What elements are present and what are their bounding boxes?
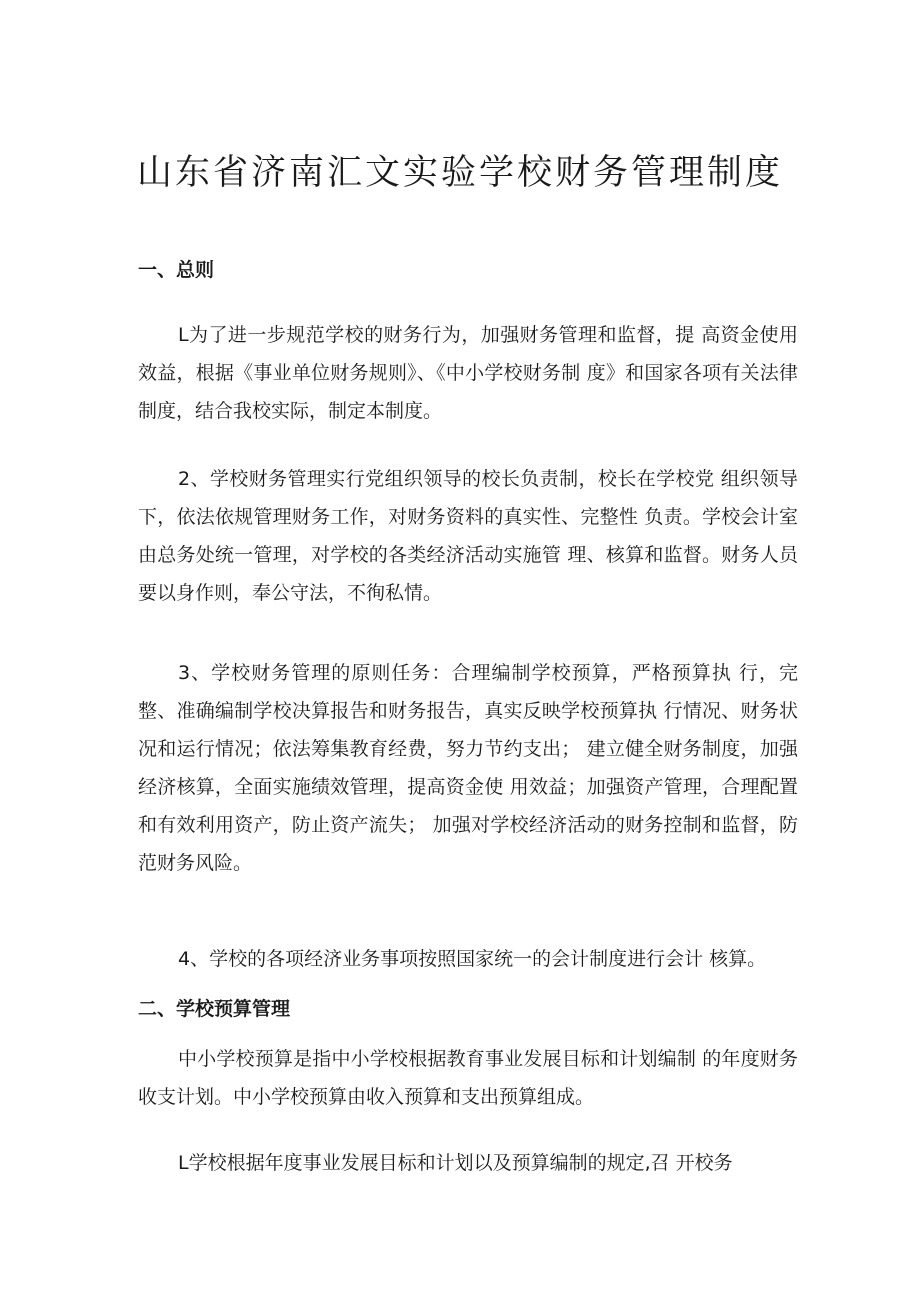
paragraph-1: L为了进一步规范学校的财务行为，加强财务管理和监督，提 高资金使用效益，根据《事业单位财务规则》、《中小学校财务制 度》和国家各项有关法律制度，结合我校实际，制定本制度。	[138, 324, 798, 422]
paragraph-6: L学校根据年度事业发展目标和计划以及预算编制的规定,召 开校务	[178, 1152, 733, 1174]
paragraph-2: 2、学校财务管理实行党组织领导的校长负责制，校长在学校党 组织领导下，依法依规管理财务工作，对财务资料的真实性、完整性 负责。学校会计室由总务处统一管理，对学校的各类经济活动实施管 理、核算和监督。财务人员要以身作则，奉公守法，不徇私情。	[138, 468, 798, 604]
paragraph-4: 4、学校的各项经济业务事项按照国家统一的会计制度进行会计 核算。	[178, 948, 767, 970]
document-title: 山东省济南汇文实验学校财务管理制度	[136, 153, 783, 193]
section-heading-budget: 二、学校预算管理	[138, 998, 291, 1020]
paragraph-5: 中小学校预算是指中小学校根据教育事业发展目标和计划编制 的年度财务收支计划。中小学校预算由收入预算和支出预算组成。	[138, 1048, 798, 1108]
paragraph-3: 3、学校财务管理的原则任务：合理编制学校预算，严格预算执 行，完整、准确编制学校决算报告和财务报告，真实反映学校预算执 行情况、财务状况和运行情况；依法筹集教育经费，努力节约支出； 建立健全财务制度，加强经济核算，全面实施绩效管理，提高资金使 用效益；加强资产管理，合理配置和有效利用资产，防止资产流失； 加强对学校经济活动的财务控制和监督，防范财务风险。	[138, 662, 798, 874]
section-heading-general: 一、总则	[138, 259, 215, 281]
